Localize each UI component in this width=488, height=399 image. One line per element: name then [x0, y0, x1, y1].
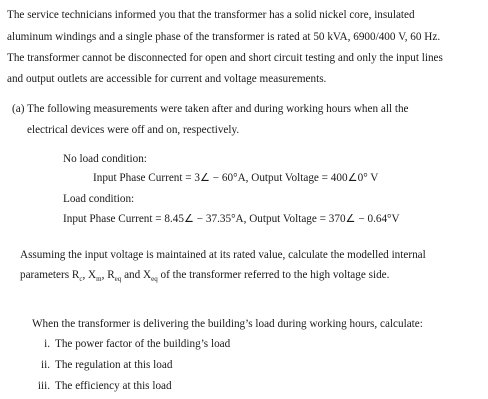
params-text-start: parameters R: [20, 269, 80, 281]
list-item-number: ii.: [40, 359, 50, 371]
params-text-end: of the transformer referred to the high voltage side.: [157, 269, 390, 281]
params-text-req: , R: [101, 269, 115, 281]
list-item: [28, 380, 172, 393]
list-item-number: iii.: [37, 380, 50, 392]
part-a-line-1: (a) The following measurements were taken after and during working hours when all the: [12, 103, 409, 115]
subscript-c: c: [79, 275, 83, 283]
no-load-heading: No load condition:: [63, 153, 147, 165]
intro-line-4: and output outlets are accessible for current and voltage measurements.: [7, 73, 327, 85]
subscript-eq-r: eq: [114, 275, 122, 283]
intro-line-2: aluminum windings and a single phase of the transformer is rated at 50 kVA, 6900/400 V, 60 Hz.: [7, 31, 441, 43]
assumption-line-1: Assuming the input voltage is maintained at its rated value, calculate the modelled internal: [20, 249, 426, 261]
delivery-intro: When the transformer is delivering the building’s load during working hours, calculate:: [32, 318, 423, 330]
assumption-line-2: [20, 269, 389, 282]
intro-line-3: The transformer cannot be disconnected for open and short circuit testing and only the input lines: [7, 52, 443, 64]
subscript-eq-x: eq: [151, 275, 158, 283]
list-item-text: The regulation at this load: [55, 359, 173, 371]
load-values: Input Phase Current = 8.45∠ − 37.35°A, Output Voltage = 370∠ − 0.64°V: [63, 213, 400, 225]
intro-line-1: The service technicians informed you that the transformer has a solid nickel core, insulated: [7, 9, 415, 21]
params-text-xm: , X: [82, 269, 97, 281]
no-load-values: Input Phase Current = 3∠ − 60°A, Output Voltage = 400∠0° V: [93, 172, 379, 184]
load-heading: Load condition:: [63, 193, 135, 205]
params-text-xeq: and X: [121, 269, 152, 281]
subscript-m: m: [96, 275, 102, 283]
list-item-number: i.: [44, 338, 50, 350]
list-item-text: The efficiency at this load: [55, 380, 172, 392]
list-item-text: The power factor of the building’s load: [55, 338, 231, 350]
list-item: [28, 359, 172, 372]
part-a-line-2: electrical devices were off and on, respectively.: [27, 124, 240, 136]
list-item: [28, 338, 230, 351]
